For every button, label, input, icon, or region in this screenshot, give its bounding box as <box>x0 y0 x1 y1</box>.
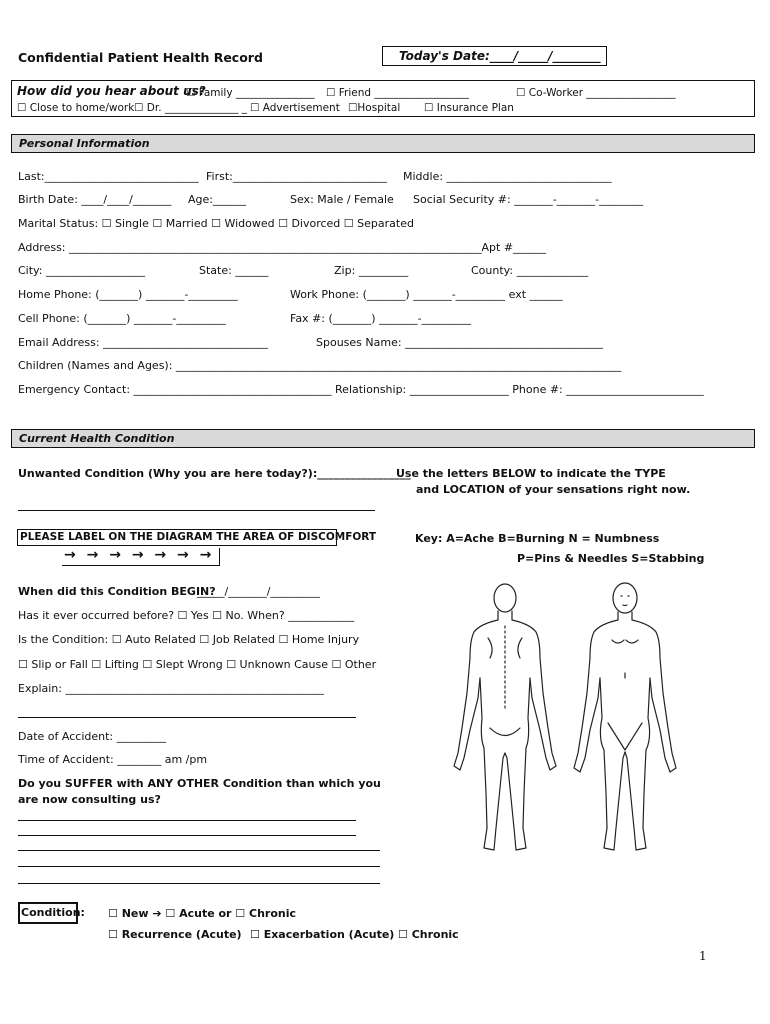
referral-friend-checkbox[interactable]: ☐ Friend __________________ <box>326 87 469 99</box>
body-diagram[interactable] <box>440 578 690 868</box>
page-title: Confidential Patient Health Record <box>18 50 263 65</box>
sensation-key-1: Key: A=Ache B=Burning N = Numbness <box>415 532 660 545</box>
begin-date-field[interactable]: _____/_______/_________ <box>197 585 320 598</box>
condition-chronic-checkbox[interactable]: ☐ Chronic <box>398 928 459 941</box>
referral-hospital-checkbox[interactable]: ☐Hospital <box>348 102 401 114</box>
last-name-field[interactable]: Last:____________________________ <box>18 170 199 183</box>
unwanted-condition-field[interactable]: Unwanted Condition (Why you are here today?):_________________ <box>18 467 411 480</box>
begin-label: When did this Condition BEGIN? <box>18 585 216 598</box>
home-phone-field[interactable]: Home Phone: (_______) _______-_________ <box>18 288 238 301</box>
other-condition-question-2: are now consulting us? <box>18 793 161 806</box>
explain-field[interactable]: Explain: _______________________________________________ <box>18 682 324 695</box>
state-field[interactable]: State: ______ <box>199 264 269 277</box>
emergency-contact-field[interactable]: Emergency Contact: ____________________________________ Relationship: __________________ Phone #: _________________________ <box>18 383 704 396</box>
condition-label-box <box>18 902 85 924</box>
address-field[interactable]: Address: ___________________________________________________________________________Apt #______ <box>18 241 547 254</box>
arrow-box <box>62 548 220 566</box>
health-condition-header <box>11 429 755 448</box>
other-condition-line-2[interactable] <box>18 835 356 836</box>
ssn-field[interactable]: Social Security #: _______-_______-________ <box>413 193 644 206</box>
todays-date-label: Today's Date:____/_____/________ <box>399 49 601 63</box>
arrow-row: → → → → → → → <box>64 547 215 563</box>
referral-advertisement-checkbox[interactable]: ☐ Advertisement <box>250 102 340 114</box>
other-condition-line-1[interactable] <box>18 820 356 821</box>
age-field[interactable]: Age:______ <box>188 193 246 206</box>
other-condition-line-4[interactable] <box>18 866 380 867</box>
cell-phone-field[interactable]: Cell Phone: (_______) _______-_________ <box>18 312 226 325</box>
marital-status-field[interactable]: Marital Status: ☐ Single ☐ Married ☐ Widowed ☐ Divorced ☐ Separated <box>18 217 414 230</box>
condition-exacerbation-checkbox[interactable]: ☐ Exacerbation (Acute) <box>250 928 395 941</box>
letters-instruction-2: and LOCATION of your sensations right now. <box>416 483 691 496</box>
spouse-name-field[interactable]: Spouses Name: ____________________________________ <box>316 336 604 349</box>
middle-name-field[interactable]: Middle: ______________________________ <box>403 170 612 183</box>
accident-date-field[interactable]: Date of Accident: _________ <box>18 730 167 743</box>
label-diagram-text: PLEASE LABEL ON THE DIAGRAM THE AREA OF DISCOMFORT <box>20 531 377 543</box>
sex-field[interactable]: Sex: Male / Female <box>290 193 394 206</box>
personal-info-header <box>11 134 755 153</box>
email-field[interactable]: Email Address: ______________________________ <box>18 336 269 349</box>
referral-close-checkbox[interactable]: ☐ Close to home/work <box>17 102 135 114</box>
page-number: 1 <box>699 949 707 963</box>
zip-field[interactable]: Zip: _________ <box>334 264 409 277</box>
condition-cause-field[interactable]: Is the Condition: ☐ Auto Related ☐ Job Related ☐ Home Injury <box>18 633 360 646</box>
personal-info-heading: Personal Information <box>19 137 150 150</box>
fax-field[interactable]: Fax #: (_______) _______-_________ <box>290 312 472 325</box>
condition-type-row-1[interactable]: ☐ New ➔ ☐ Acute or ☐ Chronic <box>108 907 297 920</box>
condition-label: Condition: <box>21 906 85 919</box>
sensation-key-2: P=Pins & Needles S=Stabbing <box>517 552 705 565</box>
referral-section <box>11 80 755 117</box>
referral-family-checkbox[interactable]: ☐ Family _______________ <box>186 87 315 99</box>
letters-instruction-1: Use the letters BELOW to indicate the TYPE <box>396 467 666 480</box>
label-diagram-box <box>17 529 377 546</box>
occurred-before-field[interactable]: Has it ever occurred before? ☐ Yes ☐ No. When? ____________ <box>18 609 355 622</box>
back-view-figure <box>454 584 556 850</box>
children-field[interactable]: Children (Names and Ages): _________________________________________________________________________________ <box>18 359 622 372</box>
city-field[interactable]: City: __________________ <box>18 264 145 277</box>
explain-line-2[interactable] <box>18 717 356 718</box>
work-phone-field[interactable]: Work Phone: (_______) _______-_________ ext ______ <box>290 288 563 301</box>
condition-cause-more-field[interactable]: ☐ Slip or Fall ☐ Lifting ☐ Slept Wrong ☐ Unknown Cause ☐ Other <box>18 658 377 671</box>
accident-time-field[interactable]: Time of Accident: ________ am /pm <box>18 753 208 766</box>
front-view-figure <box>574 583 676 850</box>
health-condition-heading: Current Health Condition <box>19 432 175 445</box>
todays-date-box[interactable] <box>382 46 607 66</box>
referral-doctor-checkbox[interactable]: ☐ Dr. ______________ _ <box>134 102 247 114</box>
other-condition-line-3[interactable] <box>18 850 380 851</box>
condition-recurrence-checkbox[interactable]: ☐ Recurrence (Acute) <box>108 928 242 941</box>
other-condition-line-5[interactable] <box>18 883 380 884</box>
referral-question: How did you hear about us? <box>17 84 206 98</box>
referral-insurance-checkbox[interactable]: ☐ Insurance Plan <box>424 102 514 114</box>
first-name-field[interactable]: First:____________________________ <box>206 170 387 183</box>
unwanted-condition-line[interactable] <box>18 510 375 511</box>
referral-coworker-checkbox[interactable]: ☐ Co-Worker _________________ <box>516 87 676 99</box>
other-condition-question-1: Do you SUFFER with ANY OTHER Condition than which you <box>18 777 381 790</box>
birth-date-field[interactable]: Birth Date: ____/____/_______ <box>18 193 172 206</box>
county-field[interactable]: County: _____________ <box>471 264 589 277</box>
